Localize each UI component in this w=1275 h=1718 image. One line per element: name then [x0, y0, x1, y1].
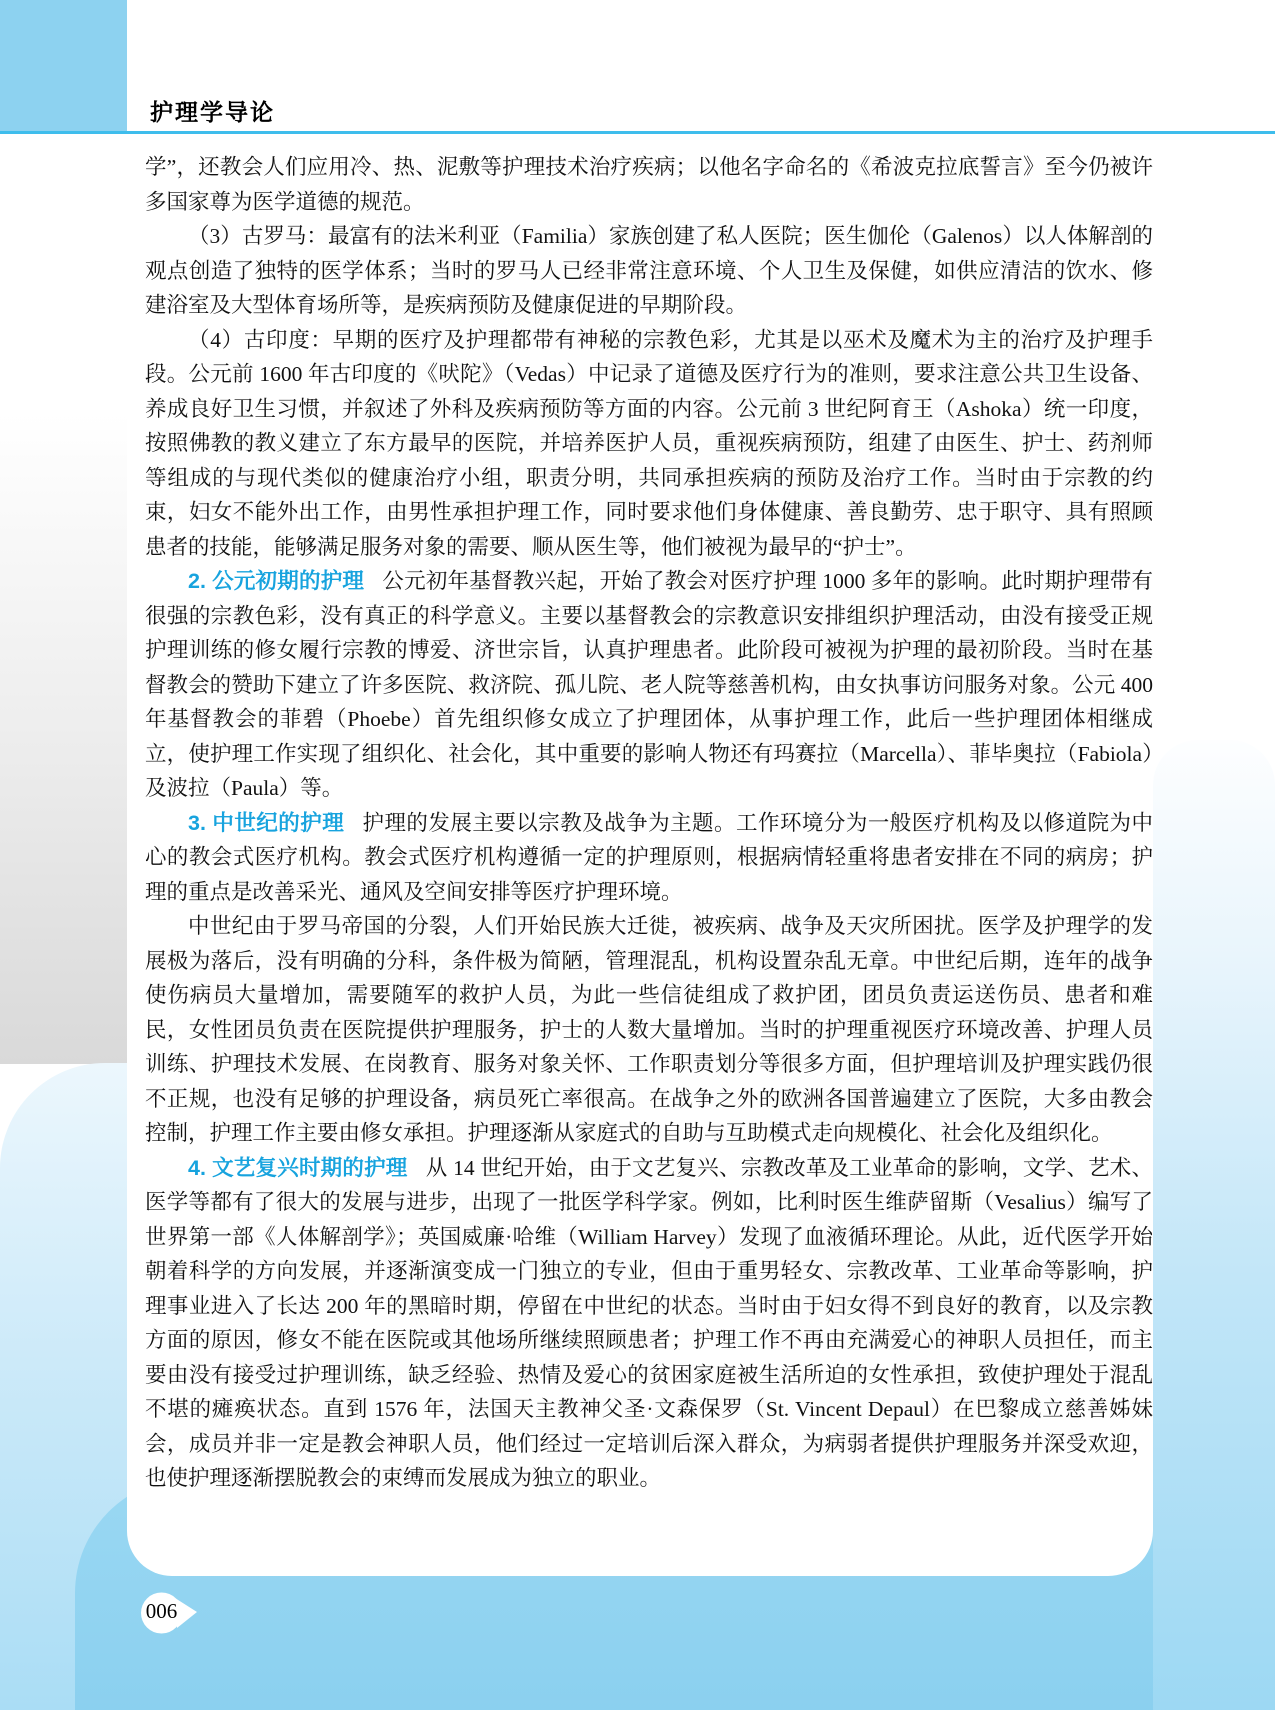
paragraph: 4. 文艺复兴时期的护理 从 14 世纪开始，由于文艺复兴、宗教改革及工业革命的影响，文学、艺术、医学等都有了很大的发展与进步，出现了一批医学科学家。例如，比利时医生维萨留斯（Vesalius）编写了世界第一部《人体解剖学》；英国威廉·哈维（William Harvey）发现了血液循环理论。从此，近代医学开始朝着科学的方向发展，并逐渐演变成一门独立的专业，但由于重男轻女、宗教改革、工业革命等影响，护理事业进入了长达 200 年的黑暗时期，停留在中世纪的状态。当时由于妇女得不到良好的教育，以及宗教方面的原因，修女不能在医院或其他场所继续照顾患者；护理工作不再由充满爱心的神职人员担任，而主要由没有接受过护理训练，缺乏经验、热情及爱心的贫困家庭被生活所迫的女性承担，致使护理处于混乱不堪的瘫痪状态。直到 1576 年，法国天主教神父圣·文森保罗（St. Vincent Depaul）在巴黎成立慈善姊妹会，成员并非一定是教会神职人员，他们经过一定培训后深入群众，为病弱者提供护理服务并深受欢迎，也使护理逐渐摆脱教会的束缚而发展成为独立的职业。: [145, 1155, 1153, 1490]
paragraph: （3）古罗马：最富有的法米利亚（Familia）家族创建了私人医院；医生伽伦（Galenos）以人体解剖的观点创造了独特的医学体系；当时的罗马人已经非常注意环境、个人卫生及保健，如供应清洁的饮水、修建浴室及大型体育场所等，是疾病预防及健康促进的早期阶段。: [145, 224, 1153, 317]
section-heading: 3. 中世纪的护理: [188, 810, 345, 835]
paragraph: 2. 公元初期的护理 公元初年基督教兴起，开始了教会对医疗护理 1000 多年的影响。此时期护理带有很强的宗教色彩，没有真正的科学意义。主要以基督教会的宗教意识安排组织护理活动，由没有接受正规护理训练的修女履行宗教的博爱、济世宗旨，认真护理患者。此阶段可被视为护理的最初阶段。当时在基督教会的赞助下建立了许多医院、救济院、孤儿院、老人院等慈善机构，由女执事访问服务对象。公元 400 年基督教会的菲碧（Phoebe）首先组织修女成立了护理团体，从事护理工作，此后一些护理团体相继成立，使护理工作实现了组织化、社会化，其中重要的影响人物还有玛赛拉（Marcella）、菲毕奥拉（Fabiola）及波拉（Paula）等。: [145, 569, 1153, 800]
page-header-title: 护理学导论: [150, 99, 275, 125]
top-left-accent-block: [0, 0, 127, 131]
page-number-badge: [141, 1591, 199, 1635]
paragraph: （4）古印度：早期的医疗及护理都带有神秘的宗教色彩，尤其是以巫术及魔术为主的治疗及护理手段。公元前 1600 年古印度的《吠陀》（Vedas）中记录了道德及医疗行为的准则，要求注意公共卫生设备、养成良好卫生习惯，并叙述了外科及疾病预防等方面的内容。公元前 3 世纪阿育王（Ashoka）统一印度，按照佛教的教义建立了东方最早的医院，并培养医护人员，重视疾病预防，组建了由医生、护士、药剂师等组成的与现代类似的健康治疗小组，职责分明，共同承担疾病的预防及治疗工作。当时由于宗教的约束，妇女不能外出工作，由男性承担护理工作，同时要求他们身体健康、善良勤劳、忠于职守、具有照顾患者的技能，能够满足服务对象的需要、顺从医生等，他们被视为最早的“护士”。: [145, 327, 1153, 559]
paragraph: 3. 中世纪的护理 护理的发展主要以宗教及战争为主题。工作环境分为一般医疗机构及以修道院为中心的教会式医疗机构。教会式医疗机构遵循一定的护理原则，根据病情轻重将患者安排在不同的病房；护理的重点是改善采光、通风及空间安排等医疗护理环境。: [145, 810, 1153, 904]
content-card: [127, 134, 1153, 1576]
paragraph: 学”，还教会人们应用冷、热、泥敷等护理技术治疗疾病；以他名字命名的《希波克拉底誓言》至今仍被许多国家尊为医学道德的规范。: [145, 155, 1153, 214]
bottom-page-edge: [0, 1710, 1275, 1718]
body-text: [145, 150, 1153, 1496]
page-number: 006: [145, 1599, 178, 1623]
left-margin-gray-gradient: [0, 134, 127, 1064]
right-margin-blue-shape: [1153, 740, 1275, 1718]
section-heading: 4. 文艺复兴时期的护理: [188, 1155, 408, 1180]
section-heading: 2. 公元初期的护理: [188, 569, 365, 593]
paragraph: 中世纪由于罗马帝国的分裂，人们开始民族大迁徙，被疾病、战争及天灾所困扰。医学及护理学的发展极为落后，没有明确的分科，条件极为简陋，管理混乱，机构设置杂乱无章。中世纪后期，连年的战争使伤病员大量增加，需要随军的救护人员，为此一些信徒组成了救护团，团员负责运送伤员、患者和难民，女性团员负责在医院提供护理服务，护士的人数大量增加。当时的护理重视医疗环境改善、护理人员训练、护理技术发展、在岗教育、服务对象关怀、工作职责划分等很多方面，但护理培训及护理实践仍很不正规，也没有足够的护理设备，病员死亡率很高。在战争之外的欧洲各国普遍建立了医院，大多由教会控制，护理工作主要由修女承担。护理逐渐从家庭式的自助与互助模式走向规模化、社会化及组织化。: [145, 914, 1153, 1145]
